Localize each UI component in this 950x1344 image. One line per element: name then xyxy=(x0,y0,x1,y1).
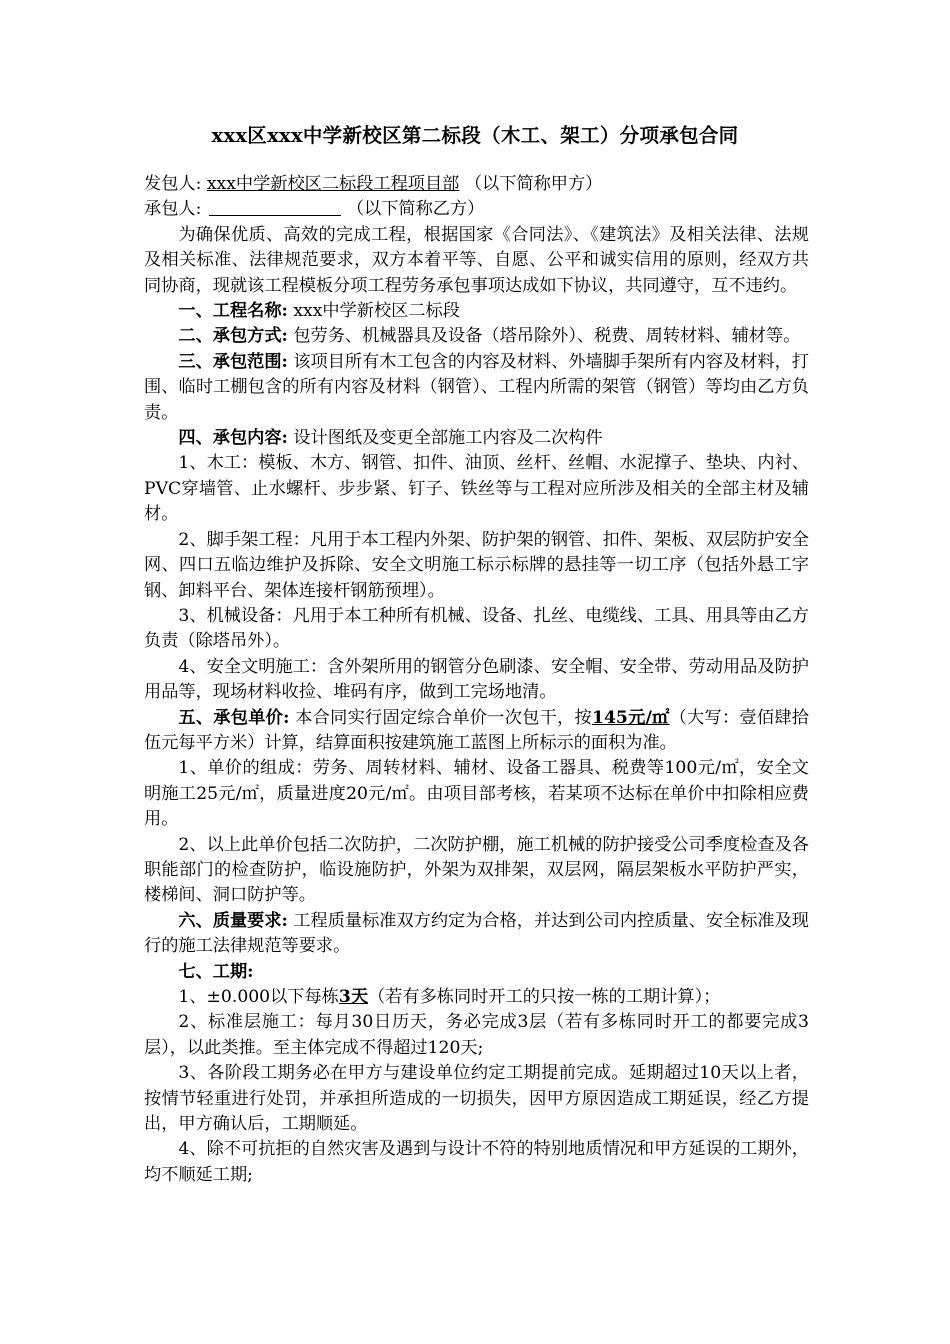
section-4-item: 2、脚手架工程：凡用于本工程内外架、防护架的钢管、扣件、架板、双层防护安全网、四口五临边维护及拆除、安全文明施工标示标牌的悬挂等一切工序（包括外悬工字钢、卸料平台、架体连接杆钢筋预埋）。 xyxy=(144,529,809,601)
section-4-item: 1、木工：模板、木方、钢管、扣件、油顶、丝杆、丝帽、水泥撑子、垫块、内衬、PVC穿墙管、止水螺杆、步步紧、钉子、铁丝等与工程对应所涉及相关的全部主材及辅材。 xyxy=(144,453,809,525)
section-1 xyxy=(144,299,809,324)
section-6 xyxy=(144,909,809,960)
section-7-item: 3、各阶段工期务必在甲方与建设单位约定工期提前完成。延期超过10天以上者，按情节轻重进行处罚，并承担所造成的一切损失，因甲方原因造成工期延误，经乙方提出，甲方确认后，工期顺延。 xyxy=(144,1063,809,1135)
unit-price: 145元/㎡ xyxy=(591,707,670,728)
section-3 xyxy=(144,350,809,426)
party-a-line xyxy=(144,172,809,197)
section-5-item: 1、单价的组成：劳务、周转材料、辅材、设备工器具、税费等100元/㎡，安全文明施工25元/㎡，质量进度20元/㎡。由项目部考核，若某项不达标在单价中扣除相应费用。 xyxy=(144,758,809,830)
section-3-text: 该项目所有木工包含的内容及材料、外墙脚手架所有内容及材料，打围、临时工棚包含的所有内容及材料（钢管）、工程内所需的架管（钢管）等均由乙方负责。 xyxy=(144,351,809,423)
section-3-heading: 三、承包范围: xyxy=(178,351,288,372)
section-4-item: 3、机械设备：凡用于本工种所有机械、设备、扎丝、电缆线、工具、用具等由乙方负责（除塔吊外）。 xyxy=(144,605,809,652)
section-4 xyxy=(144,426,809,451)
party-b-line xyxy=(144,197,809,222)
party-b-label: 承包人: xyxy=(144,199,202,220)
section-5-item: 2、以上此单价包括二次防护，二次防护棚，施工机械的防护接受公司季度检查及各职能部门的检查防护，临设施防护，外架为双排架，双层网，隔层架板水平防护严实，楼梯间、洞口防护等。 xyxy=(144,834,809,906)
intro-paragraph: 为确保优质、高效的完成工程，根据国家《合同法》、《建筑法》及相关法律、法规及相关标准、法律规范要求，双方本着平等、自愿、公平和诚实信用的原则，经双方共同协商，现就该工程模板分项工程劳务承包事项达成如下协议，共同遵守，互不违约。 xyxy=(144,224,809,296)
section-5-text-pre: 本合同实行固定综合单价一次包干，按 xyxy=(289,707,592,728)
contract-body xyxy=(144,172,809,1188)
section-4-heading: 四、承包内容: xyxy=(178,428,288,449)
party-b-note: （以下简称乙方） xyxy=(346,199,485,220)
section-7-item-1-post: （若有多栋同时开工的只按一栋的工期计算）； xyxy=(368,987,721,1007)
party-a-label: 发包人: xyxy=(144,174,202,194)
section-4-text: 设计图纸及变更全部施工内容及二次构件 xyxy=(287,428,603,449)
section-6-heading: 六、质量要求: xyxy=(178,910,288,931)
party-b-blank xyxy=(209,198,341,216)
section-2-text: 包劳务、机械器具及设备（塔吊除外）、税费、周转材料、辅材等。 xyxy=(287,326,801,347)
page-title: xxx区xxx中学新校区第二标段（木工、架工）分项承包合同 xyxy=(211,124,739,147)
section-1-text: xxx中学新校区二标段 xyxy=(287,301,460,322)
section-7-heading: 七、工期: xyxy=(178,961,254,982)
section-6-text: 工程质量标准双方约定为合格，并达到公司内控质量、安全标准及现行的施工法律规范等要求。 xyxy=(144,910,809,957)
section-5-heading: 五、承包单价: xyxy=(178,707,290,728)
section-5-text-post: （大写：壹佰肆拾伍元每平方米）计算，结算面积按建筑施工蓝图上所标示的面积为准。 xyxy=(144,707,809,753)
section-2 xyxy=(144,324,809,349)
section-7-item: 2、标准层施工：每月30日历天，务必完成3层（若有多栋同时开工的都要完成3层），以此类推。至主体完成不得超过120天; xyxy=(144,1012,809,1058)
section-7-item-1-pre: 1、±0.000以下每栋 xyxy=(178,987,339,1007)
section-4-item: 4、安全文明施工：含外架所用的钢管分色刷漆、安全帽、安全带、劳动用品及防护用品等，现场材料收捡、堆码有序，做到工完场地清。 xyxy=(144,656,809,703)
section-1-heading: 一、工程名称: xyxy=(178,301,288,322)
party-a-note: （以下简称甲方） xyxy=(464,174,603,194)
foundation-days: 3天 xyxy=(338,987,369,1007)
section-5 xyxy=(144,706,809,757)
section-2-heading: 二、承包方式: xyxy=(178,326,288,347)
section-7-item xyxy=(144,985,809,1010)
section-7 xyxy=(144,960,809,985)
party-a-value: xxx中学新校区二标段工程项目部 xyxy=(206,174,460,194)
section-7-item: 4、除不可抗拒的自然灾害及遇到与设计不符的特别地质情况和甲方延误的工期外，均不顺延工期; xyxy=(144,1139,809,1185)
